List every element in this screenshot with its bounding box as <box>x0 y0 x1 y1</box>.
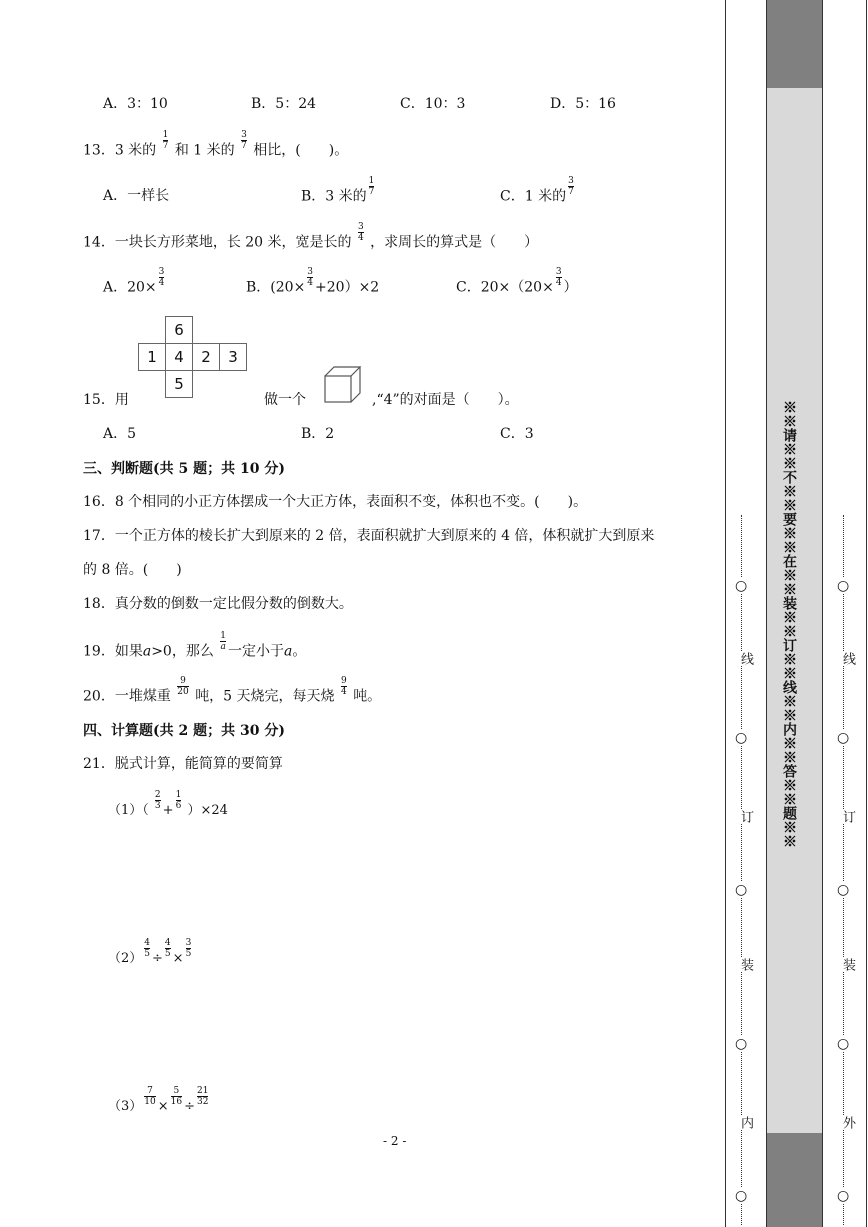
outer-label-mount: 装 <box>840 958 855 971</box>
q15-suffix: ,“4”的对面是（ ）。 <box>372 392 519 408</box>
net-face: 4 <box>166 344 193 371</box>
q13-option-a: A．一样长 <box>103 188 170 204</box>
net-face: 2 <box>193 344 220 371</box>
binding-warning: ※※请※※不※※要※※在※※装※※订※※线※※内※※答※※题※※ <box>781 400 797 848</box>
q13-stem: 13．3 米的 $\frac{1}{7}$ 和 1 米的 $\frac{3}{7}$ 相比，( )。 <box>83 130 349 159</box>
q15-prefix: 15．用 <box>83 392 129 408</box>
q15-option-c: C．3 <box>500 426 534 442</box>
net-face-top: 6 <box>166 317 193 344</box>
cut-circle: ○ <box>837 578 850 594</box>
q12-option-b: B．5：24 <box>251 96 317 112</box>
page-number: - 2 - <box>383 1134 407 1148</box>
cut-circle: ○ <box>837 1036 850 1052</box>
q19: 19．如果a>0，那么 $\frac{1}{a}$ 一定小于a。 <box>83 631 307 660</box>
cut-circle: ○ <box>837 1188 850 1204</box>
q14-option-b: B．(20× $\frac{3}{4}$ +20）×2 <box>246 267 380 296</box>
margin-dark-block-top <box>766 0 822 88</box>
q21: 21．脱式计算，能简算的要简算 <box>83 756 283 772</box>
outer-label-outside: 外 <box>840 1116 855 1129</box>
calc-3: （3） $\frac{7}{10}$ × $\frac{5}{16}$ ÷ $\frac{21}{32}$ <box>108 1086 209 1114</box>
cut-circle: ○ <box>837 730 850 746</box>
q15-option-a: A．5 <box>103 426 137 442</box>
q17-line2: 的 8 倍。( ) <box>83 562 182 578</box>
q14-option-c: C．20×（20× $\frac{3}{4}$ ） <box>456 267 578 296</box>
margin-border-left <box>725 0 726 1227</box>
margin-border-right <box>866 0 867 1227</box>
q18: 18．真分数的倒数一定比假分数的倒数大。 <box>83 596 353 612</box>
outer-label-bind: 订 <box>840 810 855 823</box>
q12-option-a: A．3：10 <box>103 96 168 112</box>
margin-line-inner <box>766 0 767 1227</box>
q13-option-b: B．3 米的 $\frac{1}{7}$ <box>301 176 375 205</box>
margin-dark-block-bottom <box>766 1133 822 1227</box>
cut-circle: ○ <box>735 1188 748 1204</box>
q15-mid: 做一个 <box>264 392 306 408</box>
cube-icon <box>324 366 362 404</box>
q17-line1: 17．一个正方体的棱长扩大到原来的 2 倍，表面积就扩大到原来的 4 倍，体积就扩大到原来 <box>83 528 655 544</box>
calc-2: （2） $\frac{4}{5}$ ÷ $\frac{4}{5}$ × $\frac{3}{5}$ <box>108 938 192 966</box>
q12-option-c: C．10：3 <box>400 96 466 112</box>
section-3-heading: 三、判断题(共 5 题；共 10 分) <box>83 461 285 477</box>
inner-label-line: 线 <box>738 652 753 665</box>
q16: 16．8 个相同的小正方体摆成一个大正方体，表面积不变，体积也不变。( )。 <box>83 494 588 510</box>
margin-line-outer <box>822 0 823 1227</box>
net-face: 3 <box>220 344 247 371</box>
calc-1: （1）（ $\frac{2}{3}$ + $\frac{1}{6}$ ）×24 <box>108 790 228 818</box>
cut-circle: ○ <box>735 730 748 746</box>
q20: 20．一堆煤重 $\frac{9}{20}$ 吨，5 天烧完，每天烧 $\frac{9}{4}$ 吨。 <box>83 676 382 705</box>
q13-option-c: C．1 米的 $\frac{3}{7}$ <box>500 176 574 205</box>
net-face: 1 <box>139 344 166 371</box>
inner-label-bind: 订 <box>738 810 753 823</box>
cut-circle: ○ <box>735 1036 748 1052</box>
cube-net-figure <box>138 316 247 398</box>
q14-option-a: A．20× $\frac{3}{4}$ <box>103 267 165 296</box>
q12-option-d: D．5：16 <box>550 96 616 112</box>
outer-label-line: 线 <box>840 652 855 665</box>
cut-circle: ○ <box>837 882 850 898</box>
inner-label-mount: 装 <box>738 958 753 971</box>
cut-circle: ○ <box>735 882 748 898</box>
q15-option-b: B．2 <box>301 426 335 442</box>
cut-circle: ○ <box>735 578 748 594</box>
section-4-heading: 四、计算题(共 2 题；共 30 分) <box>83 723 285 739</box>
inner-label-inside: 内 <box>738 1116 753 1129</box>
q14-stem: 14．一块长方形菜地，长 20 米，宽是长的 $\frac{3}{4}$ ，求周长的算式是（ ） <box>83 222 539 251</box>
net-face-bottom: 5 <box>166 371 193 398</box>
